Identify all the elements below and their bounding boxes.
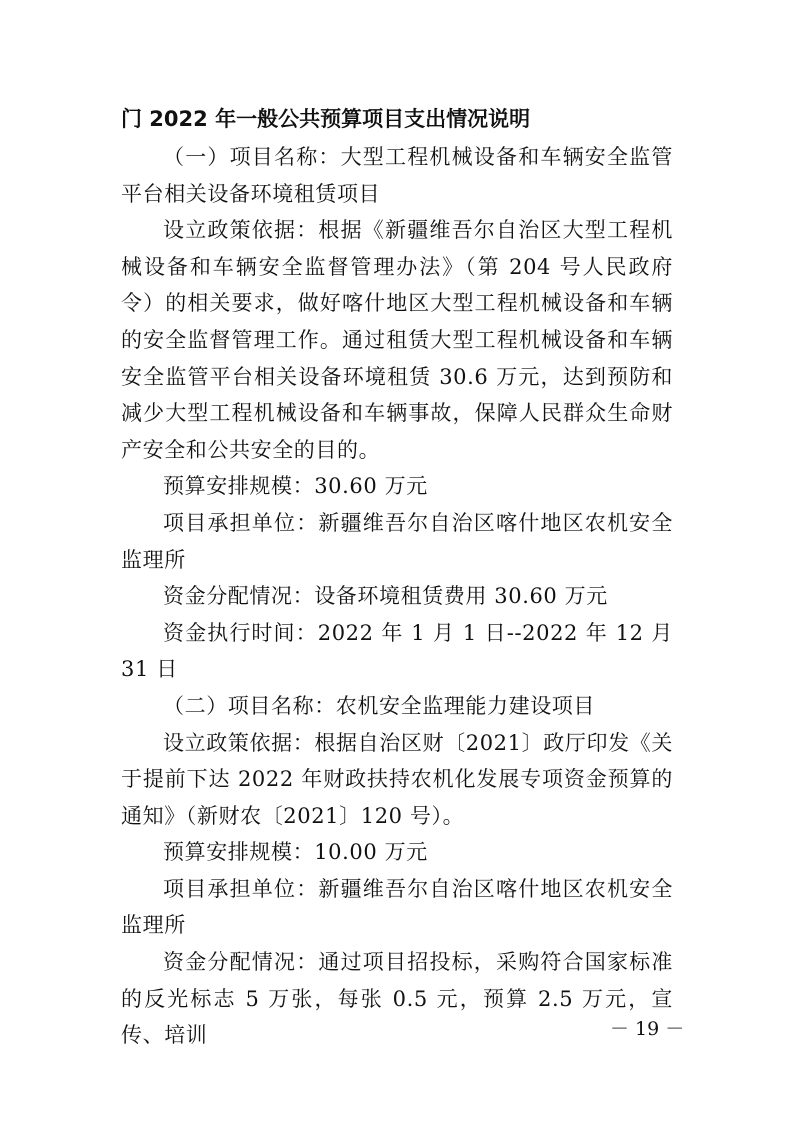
- section-heading: 门 2022 年一般公共预算项目支出情况说明: [121, 107, 531, 131]
- page-number: － 19 －: [610, 1018, 685, 1040]
- project-1-execution-time: 资金执行时间：2022 年 1 月 1 日--2022 年 12 月 31 日: [121, 620, 673, 682]
- project-1-budget-scale: 预算安排规模：30.60 万元: [163, 474, 428, 499]
- project-1-fund-allocation: 资金分配情况：设备环境租赁费用 30.60 万元: [163, 584, 608, 609]
- project-2-policy-basis: 设立政策依据：根据自治区财〔2021〕政厅印发《关于提前下达 2022 年财政扶持农机化发展专项资金预算的通知》（新财农〔2021〕120 号）。: [121, 730, 673, 828]
- project-2-name: （二）项目名称：农机安全监理能力建设项目: [163, 693, 595, 718]
- project-1-name: （一）项目名称：大型工程机械设备和车辆安全监管平台相关设备环境租赁项目: [121, 145, 673, 206]
- project-2-budget-scale: 预算安排规模：10.00 万元: [163, 840, 428, 865]
- project-2-fund-allocation: 资金分配情况：通过项目招投标，采购符合国家标准的反光标志 5 万张，每张 0.5 元，预算 2.5 万元，宣传、培训: [121, 950, 673, 1048]
- project-1-undertaking-unit: 项目承担单位：新疆维吾尔自治区喀什地区农机安全监理所: [121, 510, 673, 572]
- project-1-policy-basis: 设立政策依据：根据《新疆维吾尔自治区大型工程机械设备和车辆安全监督管理办法》（第 204 号人民政府令）的相关要求，做好喀什地区大型工程机械设备和车辆的安全监督管理工作。通过租赁大型工程机械设备和车辆安全监管平台相关设备环境租赁 30.6 万元，达到预防和减少大型工程机械设备和车辆事故，保障人民群众生命财产安全和公共安全的目的。: [121, 218, 673, 462]
- document-body: [121, 139, 673, 1054]
- project-2-undertaking-unit: 项目承担单位：新疆维吾尔自治区喀什地区农机安全监理所: [121, 876, 673, 938]
